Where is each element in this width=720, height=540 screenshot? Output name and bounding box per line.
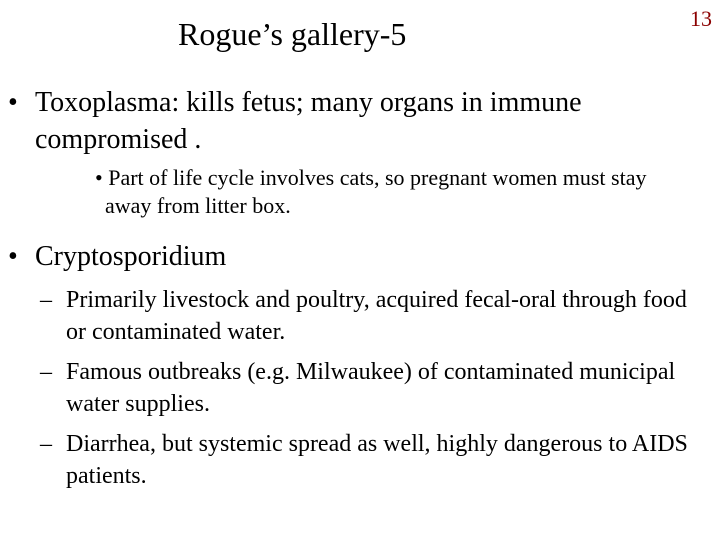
dash-text: Diarrhea, but systemic spread as well, highly dangerous to AIDS patients. (66, 431, 688, 489)
bullet-marker: • (8, 241, 18, 272)
dash-marker: – (40, 287, 52, 313)
bullet-cryptosporidium (8, 238, 698, 275)
bullet-marker: • (8, 87, 18, 118)
bullet-marker: • (95, 165, 103, 190)
dash-item-diarrhea (40, 428, 705, 492)
slide-number: 13 (690, 6, 712, 31)
dash-marker: – (40, 431, 52, 457)
bullet-text: Part of life cycle involves cats, so pregnant women must stay away from litter box. (105, 165, 647, 218)
bullet-toxoplasma (8, 84, 698, 158)
dash-item-livestock (40, 284, 705, 348)
sub-bullet-cats (95, 164, 695, 220)
bullet-text: Cryptosporidium (35, 241, 227, 272)
slide-title: Rogue’s gallery-5 (178, 16, 407, 52)
dash-text: Famous outbreaks (e.g. Milwaukee) of contaminated municipal water supplies. (66, 359, 676, 417)
dash-item-outbreaks (40, 356, 705, 420)
dash-text: Primarily livestock and poultry, acquired fecal-oral through food or contaminated water. (66, 287, 687, 345)
bullet-text: Toxoplasma: kills fetus; many organs in immune compromised . (35, 87, 582, 155)
dash-marker: – (40, 359, 52, 385)
